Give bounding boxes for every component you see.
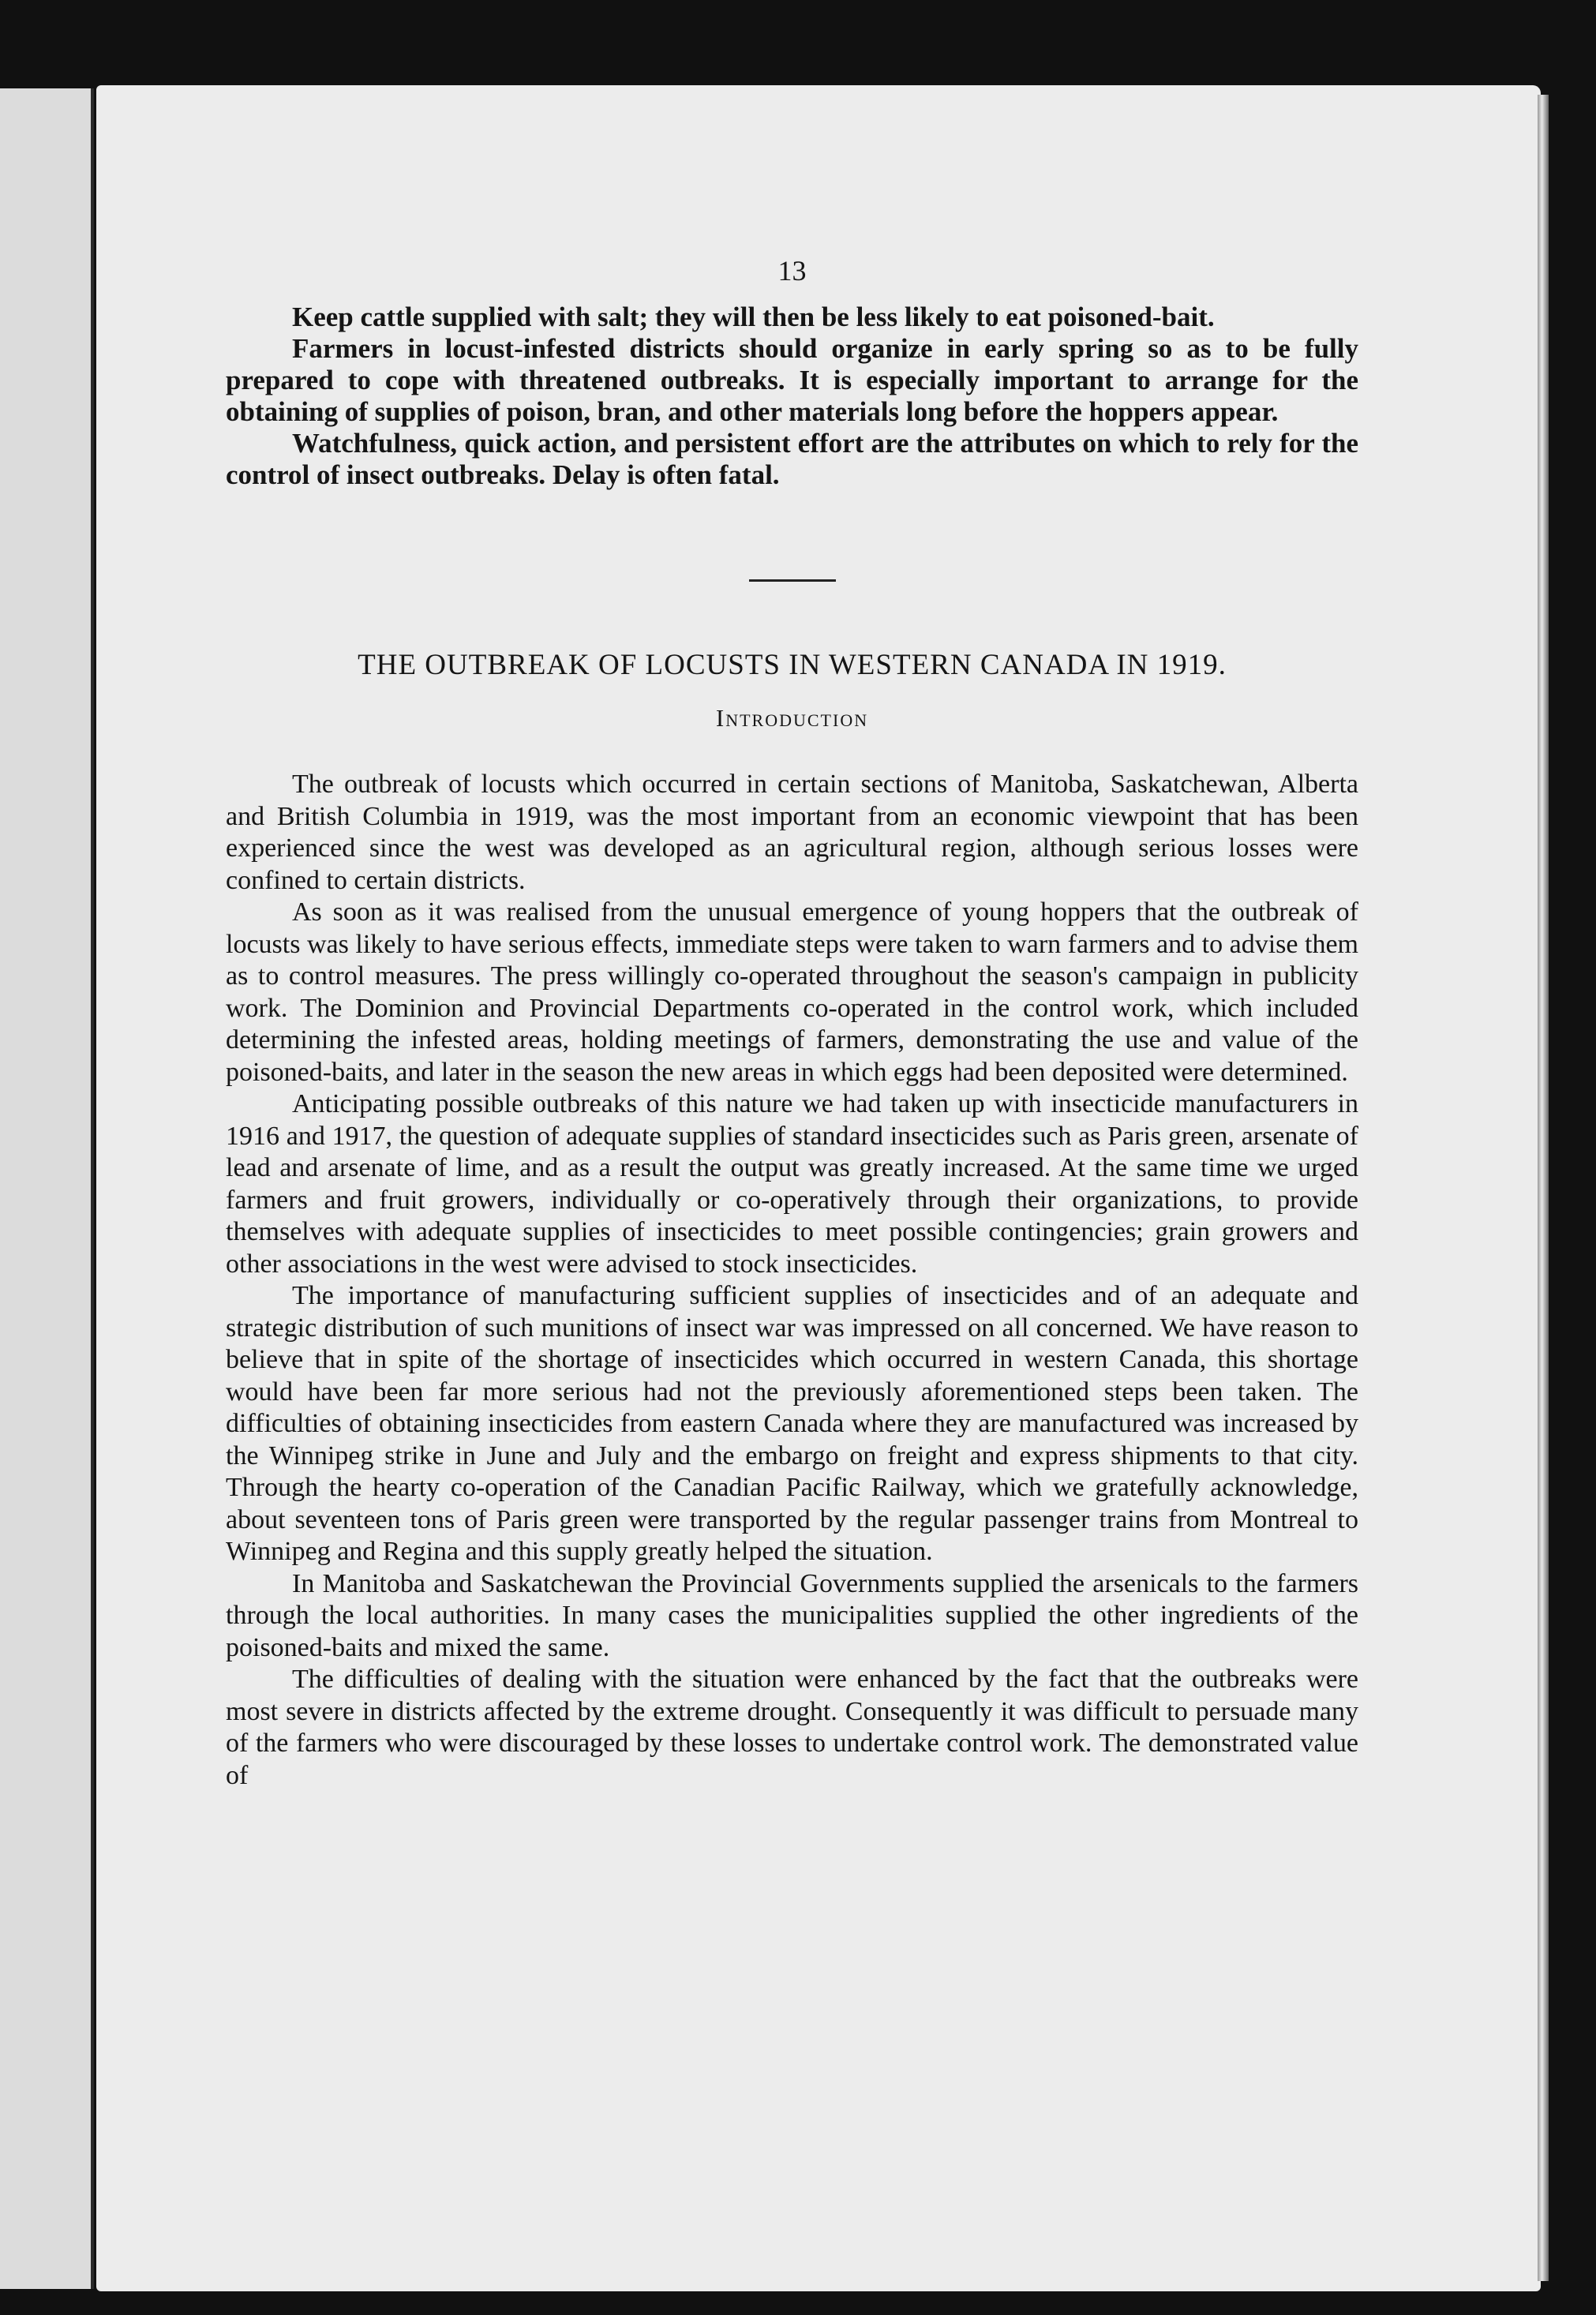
facing-page-edge	[0, 88, 94, 2289]
section-title: THE OUTBREAK OF LOCUSTS IN WESTERN CANADA IN 1919.	[358, 649, 1227, 681]
intro-block	[226, 302, 1358, 491]
intro-paragraph: Watchfulness, quick action, and persistent effort are the attributes on which to rely for the control of insect outbreaks. Delay is often fatal.	[226, 428, 1358, 490]
subheading: Introduction	[715, 704, 869, 732]
page-number: 13	[777, 255, 807, 287]
page-content	[226, 237, 1358, 1792]
body-block	[226, 769, 1358, 1792]
body-paragraph: In Manitoba and Saskatchewan the Provincial Governments supplied the arsenicals to the farmers through the local authorities. In many cases the municipalities supplied the other ingredients of the poisoned-baits and mixed the same.	[226, 1568, 1358, 1662]
body-paragraph: Anticipating possible outbreaks of this nature we had taken up with insecticide manufacturers in 1916 and 1917, the question of adequate supplies of standard insecticides such as Paris green, arsenate of lead and arsenate of lime, and as a result the output was greatly increased. At the same time we urged farmers and fruit growers, individually or co-operatively through their organizations, to provide themselves with adequate supplies of insecticides to meet possible contingencies; grain growers and other associations in the west were advised to stock insecticides.	[226, 1089, 1358, 1279]
body-paragraph: The outbreak of locusts which occurred in certain sections of Manitoba, Saskatchewan, Alberta and British Columbia in 1919, was the most important from an economic viewpoint that has been experienced since the west was developed as an agricultural region, although serious losses were confined to certain districts.	[226, 770, 1358, 895]
intro-paragraph: Keep cattle supplied with salt; they will then be less likely to eat poisoned-bait.	[292, 302, 1215, 332]
body-paragraph: The difficulties of dealing with the situation were enhanced by the fact that the outbreaks were most severe in districts affected by the extreme drought. Consequently it was difficult to persuade many of the farmers who were discouraged by these losses to undertake control work. The demonstrated value of	[226, 1665, 1358, 1790]
page-binding-edge	[1538, 95, 1549, 2281]
section-divider	[749, 579, 836, 582]
intro-paragraph: Farmers in locust-infested districts should organize in early spring so as to be fully prepared to cope with threatened outbreaks. It is especially important to arrange for the obtaining of supplies of poison, bran, and other materials long before the hoppers appear.	[226, 333, 1358, 427]
body-paragraph: As soon as it was realised from the unusual emergence of young hoppers that the outbreak of locusts was likely to have serious effects, immediate steps were taken to warn farmers and to advise them as to control measures. The press willingly co-operated throughout the season's campaign in publicity work. The Dominion and Provincial Departments co-operated in the control work, which included determining the infested areas, holding meetings of farmers, demonstrating the use and value of the poisoned-baits, and later in the season the new areas in which eggs had been deposited were determined.	[226, 897, 1358, 1087]
body-paragraph: The importance of manufacturing sufficient supplies of insecticides and of an adequate and strategic distribution of such munitions of insect war was impressed on all concerned. We have reason to believe that in spite of the shortage of insecticides which occurred in western Canada, this shortage would have been far more serious had not the previously aforementioned steps been taken. The difficulties of obtaining insecticides from eastern Canada where they are manufactured was increased by the Winnipeg strike in June and July and the embargo on freight and express shipments to that city. Through the hearty co-operation of the Canadian Pacific Railway, which we gratefully acknowledge, about seventeen tons of Paris green were transported by the regular passenger trains from Montreal to Winnipeg and Regina and this supply greatly helped the situation.	[226, 1281, 1358, 1566]
